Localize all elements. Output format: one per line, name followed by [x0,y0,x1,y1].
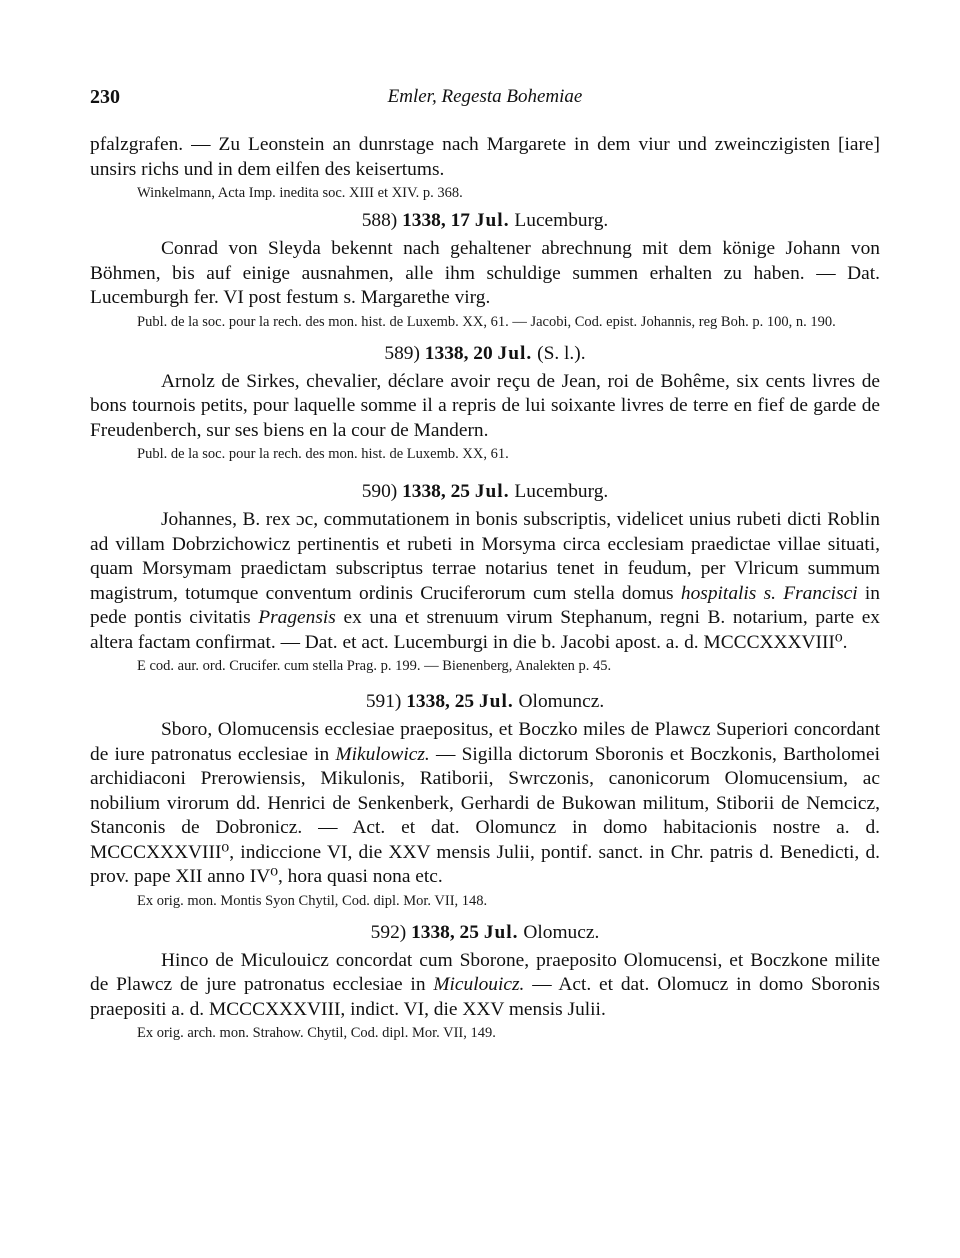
entry-text-italic: Miculouicz. [433,974,525,995]
entry-source: Publ. de la soc. pour la rech. des mon. hist. de Luxemb. XX, 61. [137,446,509,462]
entry-text [90,718,880,890]
entry-text-part: Johannes, B. rex ɔc, commutationem in bonis subscriptis, videlicet unius rubeti dicti Roblin ad villam Dobrzichowicz pertinentis et rubeti in Morsyma circa ecclesiam praedictae villae situati, quam Morsymam praedictam subscriptus terrae notarius tenet in feudum, per Vlricum summum magistrum, totumque conventum ordinis Cruciferorum cum stella domus [90,509,880,604]
entry-text-part: Hinco de Miculouicz concordat cum Sborone, praeposito Olomucensi, et Boczkone milite de Plawcz de jure patronatus ecclesiae in [90,949,880,995]
entry-heading [90,690,880,714]
entry-text-part: — Sigilla dictorum Sboronis et Boczkonis, Bartholomei archidiaconi Prerowiensis, Mikulonis, Ratiborii, Swrczonis, canonicorum Olomucensium, ac nobilium virorum dd. Henrici de Senkenberk, Gerhardi de Bukowan militum, Stiborii de Nemcicz, Stanconis de Dobronicz. — Act. et dat. Olomuncz in domo habitacionis nostre a. d. MCCCXXXVIII⁰, indiccione VI, die XXV mensis Julii, pontif. sanct. in Chr. patris d. Benedicti, d. prov. pape XII anno IV⁰, hora quasi nona etc. [90,743,881,887]
entry-number: 592) [370,921,407,943]
entry-text: Arnolz de Sirkes, chevalier, déclare avoir reçu de Jean, roi de Bohême, six cents livres de bons tournois petits, pour laquelle somme il a repris de lui soixante livres de terre en fief de garde de Freudenberch, sur ses biens en la cour de Mandern. [90,370,880,441]
entry-590 [90,480,880,676]
entry-source: Publ. de la soc. pour la rech. des mon. hist. de Luxemb. XX, 61. — Jacobi, Cod. epist. Johannis, reg Boh. p. 100, n. 190. [137,313,836,330]
continuation-text: pfalzgrafen. — Zu Leonstein an dunrstage nach Margarete in dem viur und zweinczigisten [iare] unsirs richs und in dem eilfen des keisertums. [90,134,880,180]
running-title: Emler, Regesta Bohemiae [387,86,583,107]
entry-591 [90,690,880,911]
entry-592 [90,921,880,1044]
entry-text: Conrad von Sleyda bekennt nach gehaltener abrechnung mit dem könige Johann von Böhmen, bis auf einige ausnahmen, alle ihm schuldige summen erhalten zu haben. — Dat. Lucemburgh fer. VI post festum s. Margarethe virg. [90,238,880,308]
entry-source: Ex orig. mon. Montis Syon Chytil, Cod. dipl. Mor. VII, 148. [137,892,488,909]
entry-date: 1338, 25 [402,481,470,502]
entry-number: 589) [384,342,420,364]
entry-date: 1338, 25 [411,921,479,943]
entry-source: Ex orig. arch. mon. Strahow. Chytil, Cod. dipl. Mor. VII, 149. [137,1025,496,1041]
entry-date: 1338, 20 [424,342,493,364]
entry-number: 588) [361,210,398,231]
page-header [90,86,880,116]
entry-month: Jul. [497,342,533,364]
entry-heading [90,480,880,504]
entry-heading [90,921,880,945]
entry-text-italic: Mikulowicz. [335,743,430,765]
entry-number: 590) [361,481,398,502]
entry-date: 1338, 17 [402,210,470,231]
entry-place: Lucemburg. [514,210,609,231]
entry-place: Olomucz. [523,921,600,943]
entry-text-italic: Pragensis [258,607,336,628]
entry-text [90,949,880,1023]
entry-date: 1338, 25 [406,691,475,712]
entry-source: E cod. aur. ord. Crucifer. cum stella Prag. p. 199. — Bienenberg, Analekten p. 45. [137,658,612,674]
entry-place: (S. l.). [537,342,586,364]
entry-588 [90,209,880,332]
entry-text [90,508,880,655]
entry-text-part: — Act. et dat. Olomucz in domo Sboronis praepositi a. d. MCCCXXXVIII, indict. VI, die XXV mensis Julii. [90,974,880,1020]
entry-589 [90,342,880,465]
entry-month: Jul. [474,481,510,502]
entry-text-part: ex una et strenuum virum Stephanum, regni B. notarium, parte ex altera factam confirmat. — Dat. et act. Lucemburgi in die b. Jacobi apost. a. d. MCCCXXXVIII⁰. [90,607,880,653]
continuation-source: Winkelmann, Acta Imp. inedita soc. XIII et XIV. p. 368. [137,185,463,201]
entry-number: 591) [365,691,402,712]
entry-place: Lucemburg. [514,481,609,502]
entry-month: Jul. [474,210,510,231]
entry-text-part: in pede pontis civitatis [90,582,880,628]
entry-text-part: Sboro, Olomucensis ecclesiae praepositus, et Boczko miles de Plawcz Superiori concordant de iure patronatus ecclesiae in [90,719,880,765]
entry-month: Jul. [483,921,519,943]
page-number: 230 [90,86,120,108]
entry-heading [90,342,880,366]
entry-heading [90,209,880,233]
entry-month: Jul. [478,691,514,712]
page-content [90,133,880,1043]
entry-text-italic: hospitalis s. Francisci [680,582,858,604]
entry-place: Olomuncz. [518,691,605,712]
